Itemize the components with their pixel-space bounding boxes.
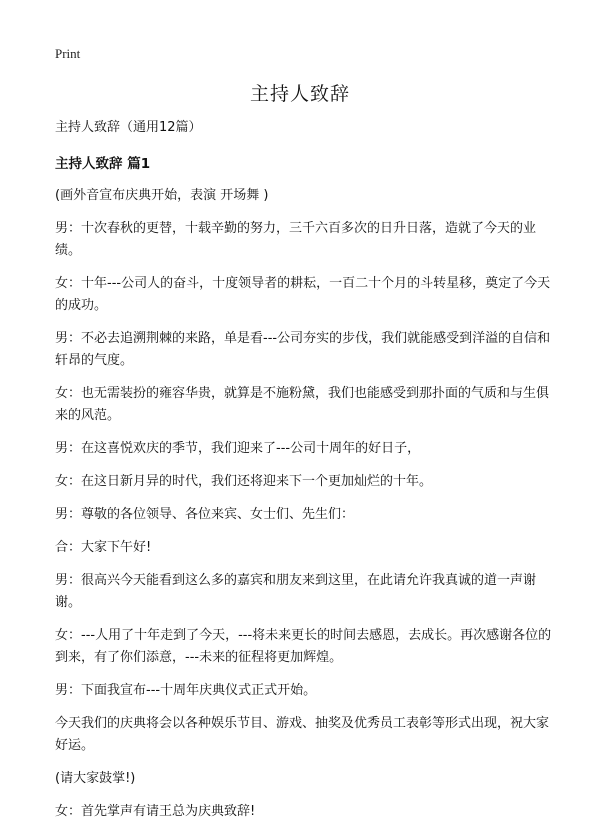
document-body [55, 118, 556, 834]
print-button[interactable]: Print [55, 46, 81, 61]
paragraph: 男：不必去追溯荆棘的来路，单是看---公司夯实的步伐，我们就能感受到洋溢的自信和轩昂的气度。 [55, 331, 551, 368]
paragraph: 男：很高兴今天能看到这么多的嘉宾和朋友来到这里，在此请允许我真诚的道一声谢谢。 [55, 573, 537, 610]
paragraph: 女：也无需装扮的雍容华贵，就算是不施粉黛，我们也能感受到那扑面的气质和与生俱来的风范。 [55, 386, 550, 423]
paragraph: 女：在这日新月异的时代，我们还将迎来下一个更加灿烂的十年。 [55, 474, 433, 489]
paragraph: 女：十年---公司人的奋斗，十度领导者的耕耘，一百二十个月的斗转星移，奠定了今天的成功。 [55, 276, 551, 313]
paragraph: 男：十次春秋的更替，十载辛勤的努力，三千六百多次的日升日落，造就了今天的业绩。 [55, 221, 537, 258]
paragraph: (请大家鼓掌!) [55, 771, 136, 786]
paragraph: 男：尊敬的各位领导、各位来宾、女士们、先生们： [55, 507, 355, 522]
page-title: 主持人致辞 [249, 83, 350, 105]
document-subtitle: 主持人致辞（通用12篇） [55, 120, 202, 135]
paragraph: 合：大家下午好! [55, 540, 152, 555]
paragraph: 男：在这喜悦欢庆的季节，我们迎来了---公司十周年的好日子， [55, 441, 421, 456]
section-heading: 主持人致辞 篇1 [55, 156, 151, 172]
paragraph: 女：---人用了十年走到了今天，---将未来更长的时间去感恩，去成长。再次感谢各位的到来，有了你们添意，---未来的征程将更加辉煌。 [55, 628, 552, 665]
paragraph: (画外音宣布庆典开始，表演 开场舞 ) [55, 188, 269, 203]
paragraph: 女：首先掌声有请王总为庆典致辞! [55, 804, 256, 819]
paragraph: 今天我们的庆典将会以各种娱乐节目、游戏、抽奖及优秀员工表彰等形式出现，祝大家好运。 [55, 716, 550, 753]
paragraph: 男：下面我宣布---十周年庆典仪式正式开始。 [55, 683, 317, 698]
